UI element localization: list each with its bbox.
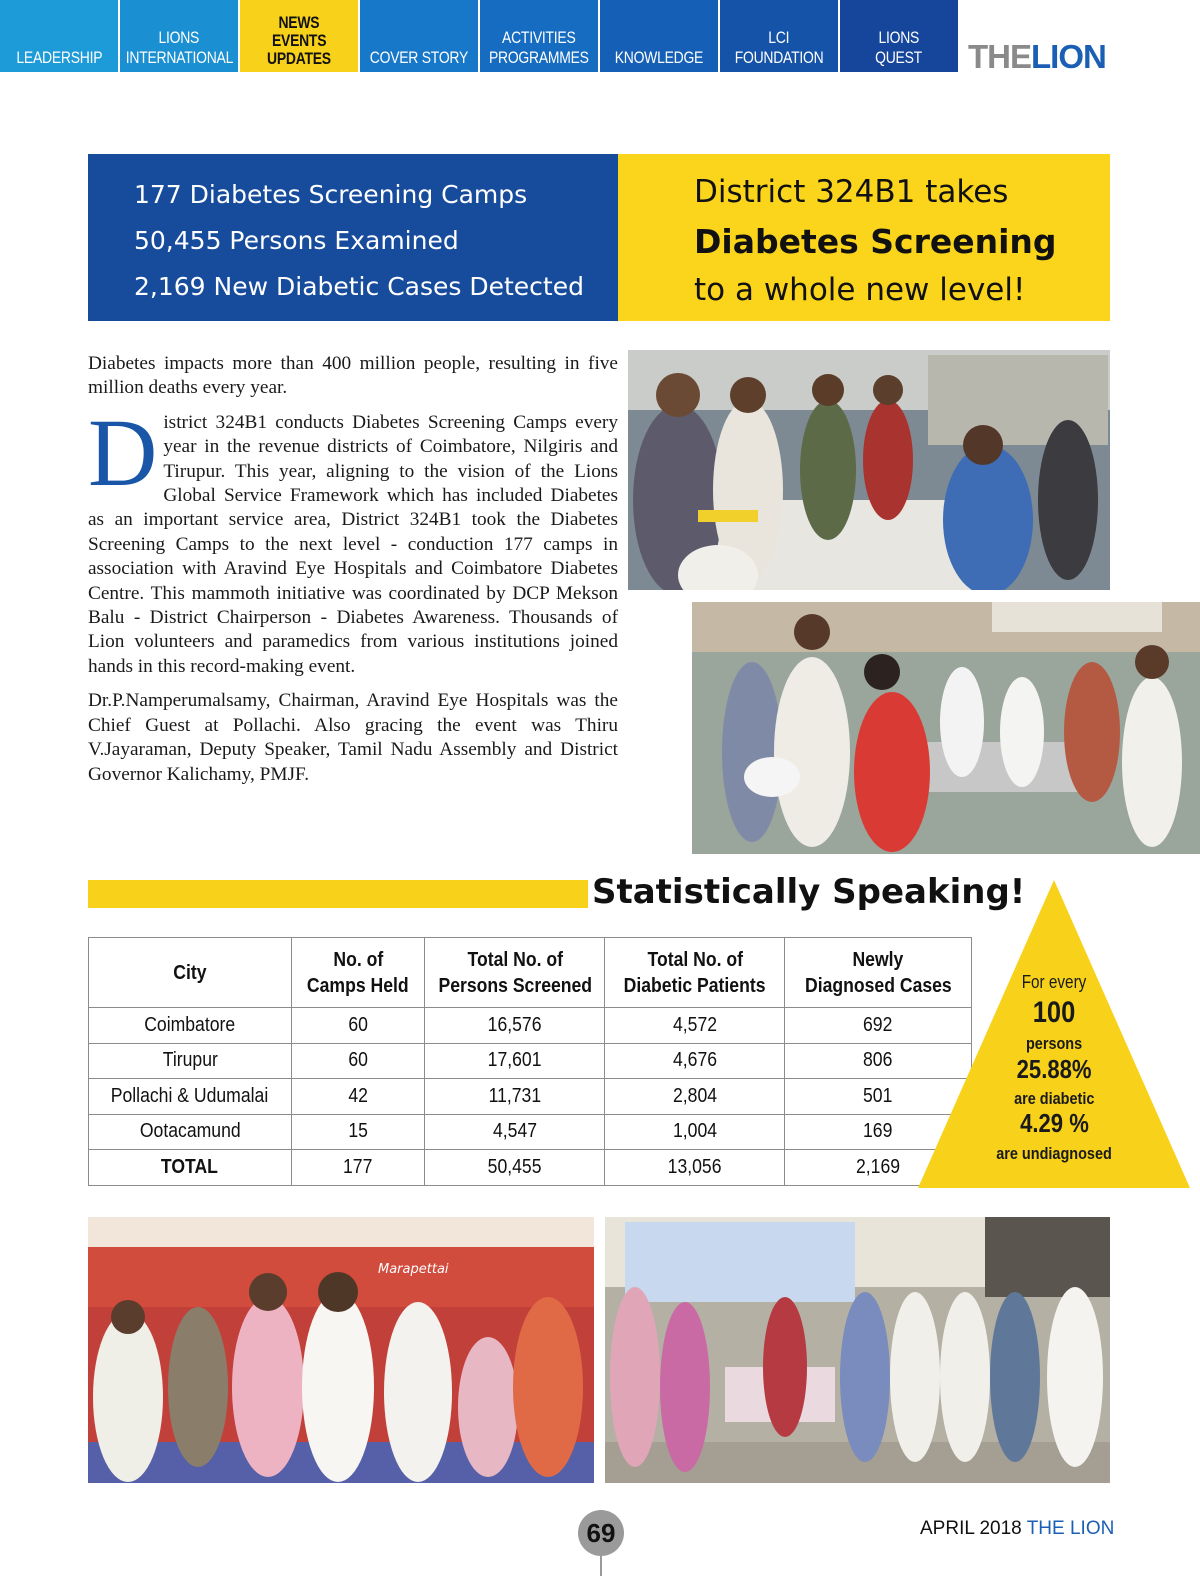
nav-tab-label: LEADERSHIP	[16, 48, 102, 67]
nav-tab-label: NEWS	[278, 13, 320, 32]
stats-title: Statistically Speaking!	[592, 872, 1026, 912]
cell-new-cases: 806	[785, 1043, 972, 1079]
headline-line-2: Diabetes Screening	[694, 222, 1057, 261]
page-number-stem	[600, 1556, 602, 1576]
header-camps-held: No. of Camps Held	[291, 938, 425, 1008]
triangle-are-diabetic: are diabetic	[1013, 1089, 1095, 1108]
cell-new-cases: 2,169	[785, 1150, 972, 1186]
hero-stat-persons: 50,455 Persons Examined	[134, 226, 459, 255]
cell-new-cases: 169	[785, 1114, 972, 1150]
triangle-for-every: For every	[1021, 972, 1087, 992]
triangle-persons: persons	[1025, 1034, 1083, 1053]
footer-magazine-name: THE LION	[1026, 1518, 1115, 1539]
cell-screened: 4,547	[425, 1114, 605, 1150]
page-number: 69	[578, 1510, 624, 1556]
photo-marapettai-camp	[88, 1217, 594, 1483]
nav-tab-lions-international[interactable]	[120, 0, 240, 72]
nav-tab-label: FOUNDATION	[734, 48, 824, 67]
cell-camps: 177	[291, 1150, 425, 1186]
nav-tab-label: LIONS	[158, 28, 200, 47]
table-row	[89, 1008, 972, 1044]
nav-tab-activities-programmes[interactable]	[480, 0, 600, 72]
table-row	[89, 1043, 972, 1079]
headline-panel	[618, 154, 1110, 321]
article-paragraph-1-text: istrict 324B1 conducts Diabetes Screening Camps every year in the revenue districts of Coimbatore, Nilgiris and Tirupur. This year, aligning to the vision of the Lions Global Service Framework which has included Diabetes as an important service area, District 324B1 took the Diabetes Screening Camps to the next level - conduction 177 camps in association with Aravind Eye Hospitals and Coimbatore Diabetes Centre. This mammoth initiative was coordinated by DCP Mekson Balu - District Chairperson - Diabetes Awareness. Thousands of Lion volunteers and paramedics from various institutions joined hands in this record-making event.	[88, 411, 618, 677]
hero-stat-cases: 2,169 New Diabetic Cases Detected	[134, 272, 584, 301]
cell-new-cases: 692	[785, 1008, 972, 1044]
cell-city: Coimbatore	[89, 1008, 292, 1044]
photo-screening-crowd	[628, 350, 1110, 590]
nav-tab-label: LIONS	[878, 28, 920, 47]
article-paragraph-2: Dr.P.Namperumalsamy, Chairman, Aravind Eye Hospitals was the Chief Guest at Pollachi. Also gracing the event was Thiru V.Jayaraman, Deputy Speaker, Tamil Nadu Assembly and District Governor Kalichamy, PMJF.	[88, 690, 618, 785]
nav-tab-label: UPDATES	[267, 49, 331, 68]
cell-diabetic: 1,004	[605, 1114, 785, 1150]
article-intro: Diabetes impacts more than 400 million people, resulting in five million deaths every year.	[88, 353, 618, 399]
photo-world-diabetes-day	[605, 1217, 1110, 1483]
cell-diabetic: 2,804	[605, 1079, 785, 1115]
nav-tab-label: ACTIVITIES	[502, 28, 576, 47]
nav-tab-lci-foundation[interactable]	[720, 0, 840, 72]
nav-tab-cover-story[interactable]	[360, 0, 480, 72]
logo-lion: LION	[1031, 38, 1106, 75]
drop-cap: D	[88, 398, 158, 506]
cell-city: Tirupur	[89, 1043, 292, 1079]
table-row	[89, 1079, 972, 1115]
cell-screened: 16,576	[425, 1008, 605, 1044]
cell-screened: 50,455	[425, 1150, 605, 1186]
cell-diabetic: 4,676	[605, 1043, 785, 1079]
cell-city: Pollachi & Udumalai	[89, 1079, 292, 1115]
nav-tab-lions-quest[interactable]	[840, 0, 960, 72]
cell-new-cases: 501	[785, 1079, 972, 1115]
magazine-logo	[968, 38, 1106, 76]
nav-tab-label: PROGRAMMES	[489, 48, 589, 67]
stats-accent-bar	[88, 880, 588, 908]
hero-stats-panel	[88, 154, 618, 321]
article-body	[88, 352, 618, 797]
nav-tab-label: KNOWLEDGE	[614, 48, 704, 67]
photo-camp-volunteers	[692, 602, 1200, 854]
nav-tab-label: LCI	[768, 28, 790, 47]
cell-camps: 42	[291, 1079, 425, 1115]
triangle-undiagnosed-pct: 4.29 %	[1019, 1108, 1089, 1138]
header-diabetic-patients: Total No. of Diabetic Patients	[605, 938, 785, 1008]
nav-tab-label: COVER STORY	[369, 48, 469, 67]
table-row	[89, 1114, 972, 1150]
cell-city: Ootacamund	[89, 1114, 292, 1150]
nav-tab-leadership[interactable]	[0, 0, 120, 72]
table-total-row	[89, 1150, 972, 1186]
logo-the: THE	[968, 38, 1031, 75]
camp-statistics-table	[88, 937, 972, 1186]
header-city: City	[89, 938, 292, 1008]
cell-screened: 11,731	[425, 1079, 605, 1115]
issue-footer	[920, 1518, 1114, 1540]
table-header-row	[89, 938, 972, 1008]
issue-date: APRIL 2018	[920, 1518, 1022, 1539]
triangle-are-undiagnosed: are undiagnosed	[996, 1144, 1112, 1163]
nav-tab-knowledge[interactable]	[600, 0, 720, 72]
cell-city: TOTAL	[89, 1150, 292, 1186]
article-paragraph-1	[88, 398, 618, 679]
triangle-count: 100	[1032, 996, 1076, 1029]
nav-tab-label: QUEST	[875, 48, 923, 67]
header-persons-screened: Total No. of Persons Screened	[425, 938, 605, 1008]
cell-camps: 15	[291, 1114, 425, 1150]
section-nav	[0, 0, 965, 72]
headline-line-3: to a whole new level!	[694, 272, 1026, 308]
cell-camps: 60	[291, 1008, 425, 1044]
headline-line-1: District 324B1 takes	[694, 174, 1009, 210]
nav-tab-label: INTERNATIONAL	[125, 48, 233, 67]
cell-screened: 17,601	[425, 1043, 605, 1079]
cell-diabetic: 13,056	[605, 1150, 785, 1186]
hero-stat-camps: 177 Diabetes Screening Camps	[134, 180, 528, 209]
nav-tab-label: EVENTS	[271, 31, 327, 50]
cell-diabetic: 4,572	[605, 1008, 785, 1044]
nav-tab-news-events-updates[interactable]	[240, 0, 360, 72]
photo-banner-text: Marapettai	[378, 1262, 449, 1277]
cell-camps: 60	[291, 1043, 425, 1079]
triangle-diabetic-pct: 25.88%	[1016, 1054, 1092, 1084]
header-newly-diagnosed: Newly Diagnosed Cases	[785, 938, 972, 1008]
